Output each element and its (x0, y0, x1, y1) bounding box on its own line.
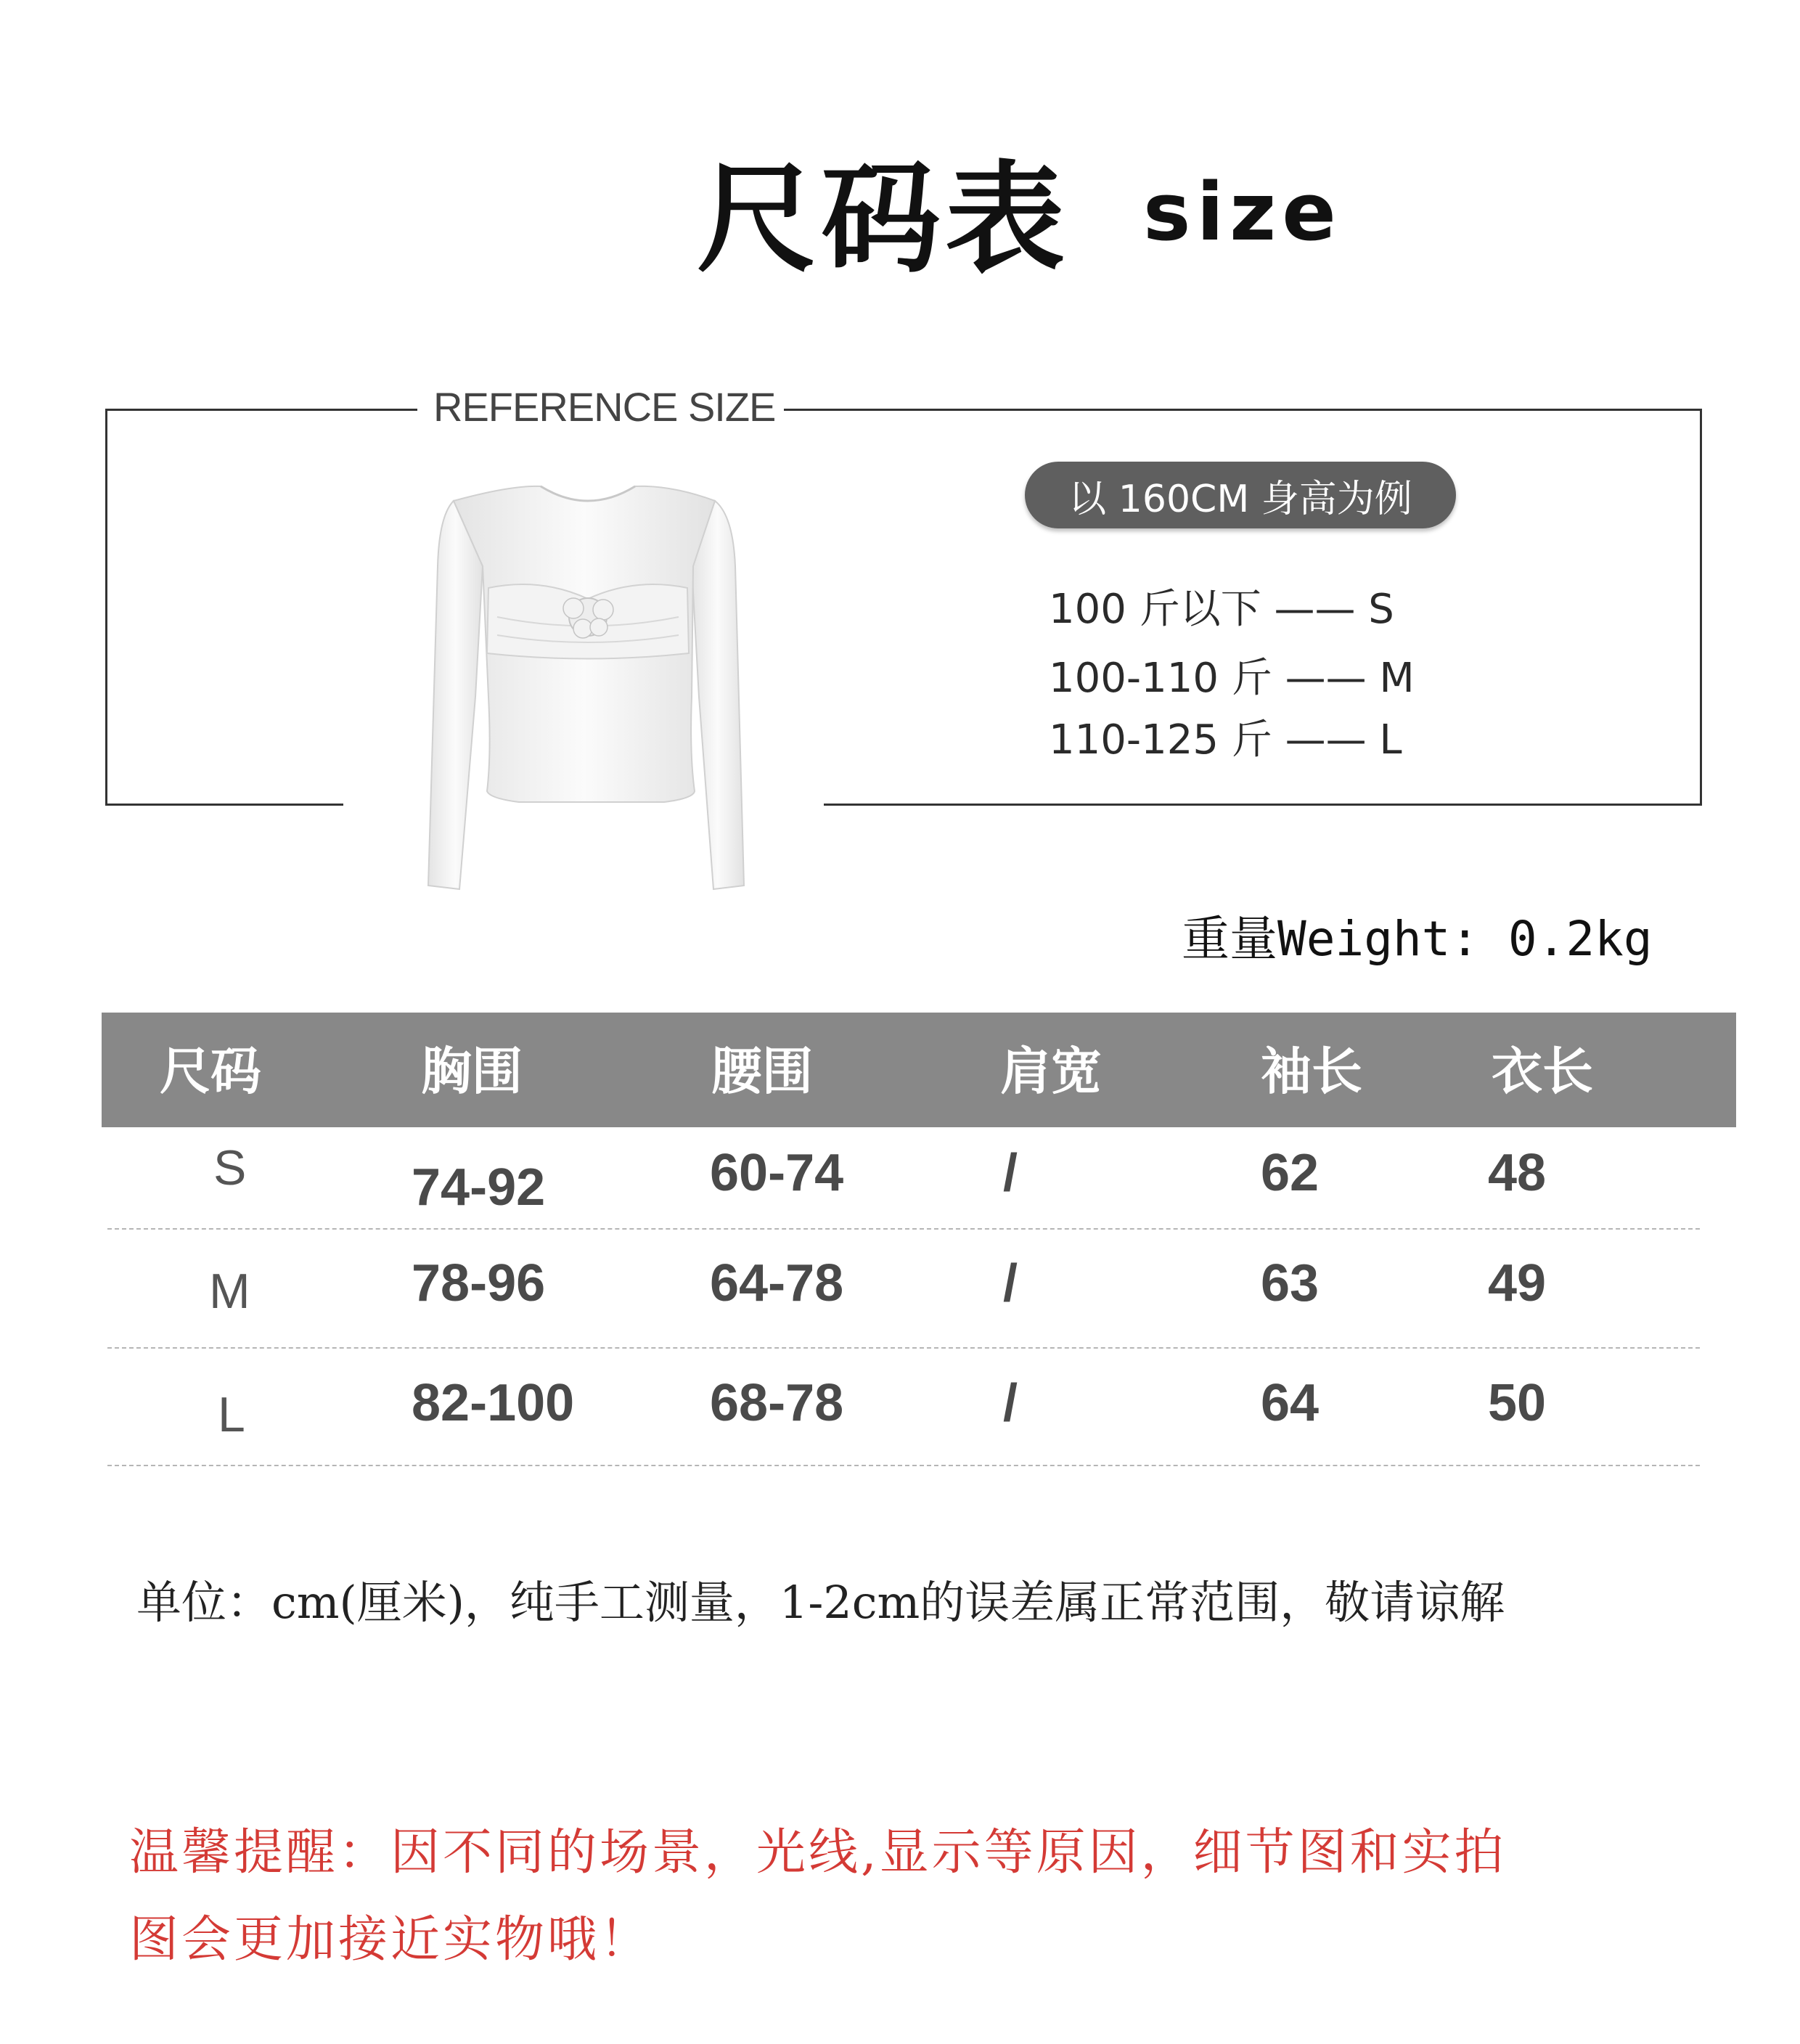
table-cell-size: S (213, 1140, 247, 1195)
reference-row-m: 100-110 斤 —— M (1049, 655, 1415, 702)
row-divider (107, 1228, 1700, 1230)
table-cell-waist: 68-78 (710, 1374, 844, 1432)
reminder-line-1: 温馨提醒：因不同的场景，光线,显示等原因，细节图和实拍 (129, 1824, 1507, 1881)
column-header-shoulder: 肩宽 (1000, 1041, 1102, 1101)
table-cell-length: 49 (1488, 1254, 1547, 1312)
reference-size-label: REFERENCE SIZE (425, 383, 784, 430)
table-cell-size: L (218, 1387, 245, 1442)
table-cell-length: 50 (1488, 1374, 1547, 1432)
product-weight: 重量Weight: 0.2kg (1182, 911, 1653, 967)
table-cell-waist: 64-78 (710, 1254, 844, 1312)
column-header-length: 衣长 (1492, 1041, 1593, 1101)
reference-row-l: 110-125 斤 —— L (1049, 716, 1402, 764)
ref-box-bottom-left (105, 804, 343, 806)
table-cell-bust: 78-96 (412, 1254, 546, 1312)
row-divider (107, 1347, 1700, 1349)
table-cell-shoulder: / (1003, 1144, 1018, 1202)
measurement-note: 单位：cm(厘米)，纯手工测量，1-2cm的误差属正常范围，敬请谅解 (136, 1576, 1505, 1629)
table-cell-sleeve: 63 (1261, 1254, 1320, 1312)
table-cell-bust: 74-92 (412, 1158, 546, 1217)
table-cell-sleeve: 62 (1261, 1144, 1320, 1202)
product-image (425, 479, 751, 900)
column-header-sleeve: 袖长 (1261, 1041, 1362, 1101)
row-divider (107, 1465, 1700, 1466)
reference-row-s: 100 斤以下 —— S (1049, 586, 1394, 633)
ref-box-left (105, 409, 107, 806)
table-cell-sleeve: 64 (1261, 1374, 1320, 1432)
table-cell-waist: 60-74 (710, 1144, 844, 1202)
ref-box-right (1700, 409, 1702, 806)
ref-box-top-left (105, 409, 417, 411)
page-title: 尺码表 (697, 148, 1069, 289)
table-cell-size: M (209, 1264, 250, 1319)
height-pill: 以 160CM 身高为例 (1025, 462, 1456, 528)
column-header-size: 尺码 (160, 1041, 261, 1101)
page-subtitle: size (1143, 165, 1342, 258)
column-header-waist: 腰围 (711, 1041, 813, 1101)
ref-box-bottom-right (824, 804, 1702, 806)
table-cell-length: 48 (1488, 1144, 1547, 1202)
table-cell-shoulder: / (1003, 1374, 1018, 1432)
reminder-line-2: 图会更加接近实物哦！ (129, 1911, 652, 1969)
column-header-bust: 胸围 (421, 1041, 523, 1101)
table-cell-bust: 82-100 (412, 1374, 575, 1432)
ref-box-top-right (784, 409, 1702, 411)
table-cell-shoulder: / (1003, 1254, 1018, 1312)
